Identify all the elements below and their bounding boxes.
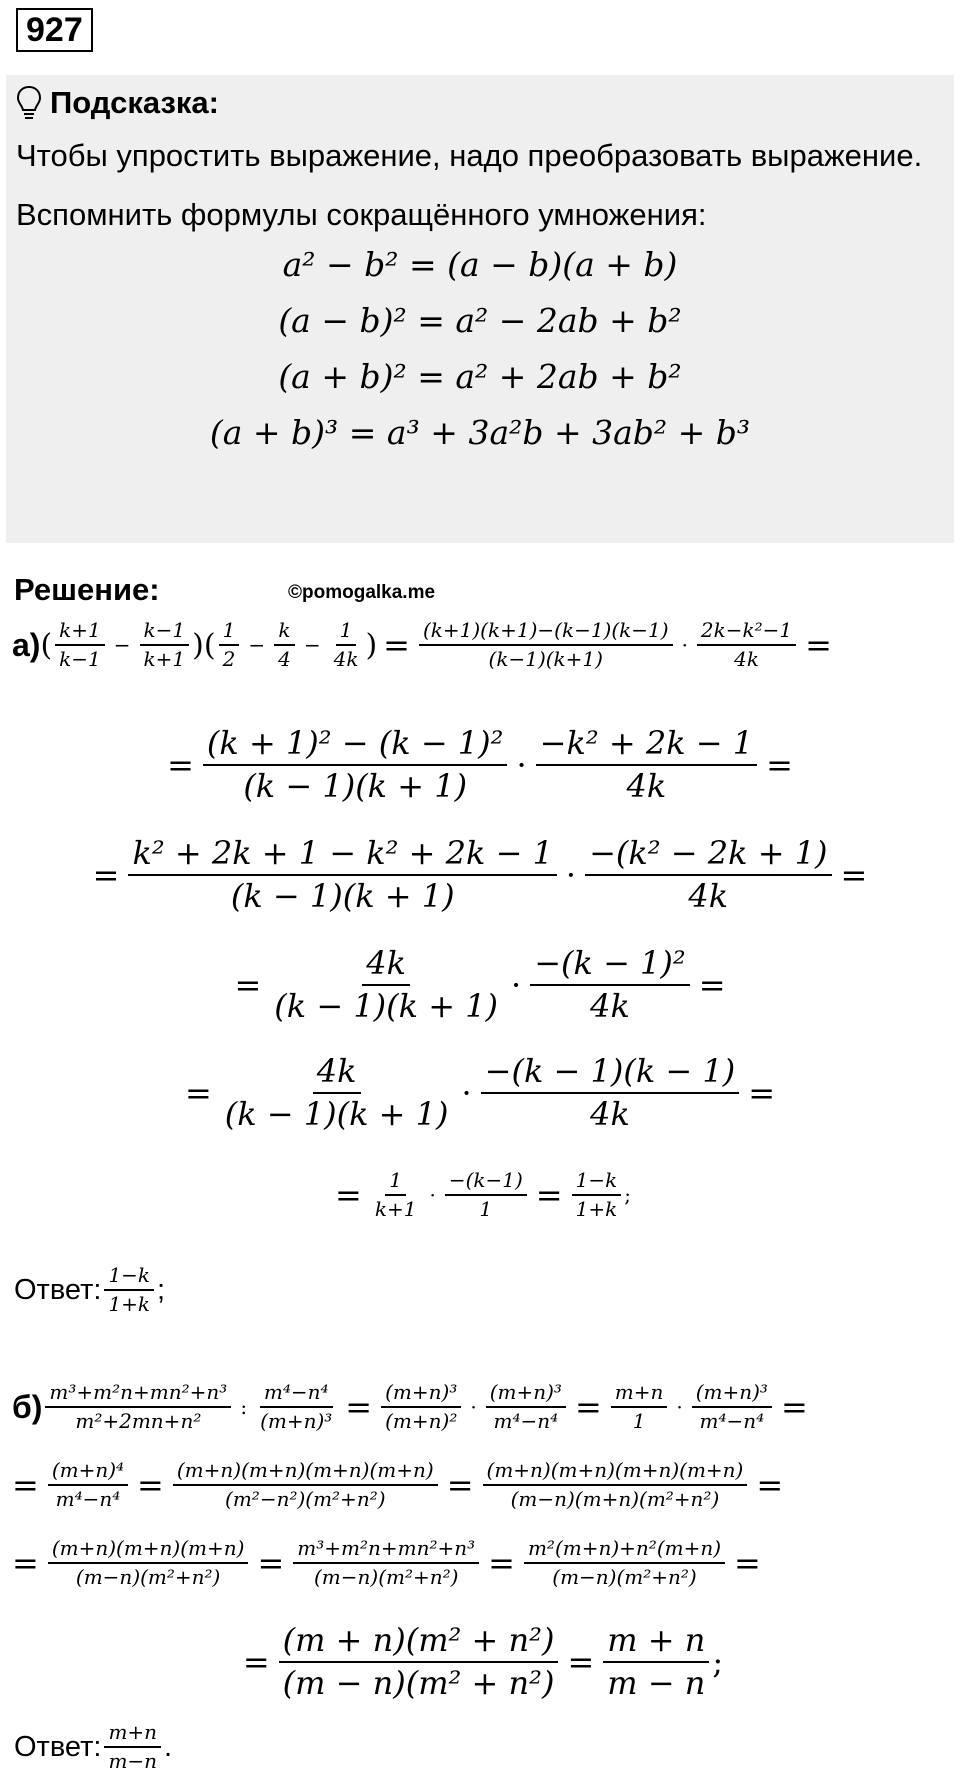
hint-box bbox=[6, 75, 954, 543]
numerator: m+n bbox=[104, 1721, 161, 1748]
hint-text-formulas: Вспомнить формулы сокращённого умножения: bbox=[16, 197, 707, 232]
denominator: m⁴−n⁴ bbox=[699, 1409, 765, 1433]
operator: = bbox=[345, 1388, 373, 1426]
hint-text: Чтобы упростить выражение, надо преобразовать выражение. bbox=[16, 138, 923, 173]
numerator: −(k − 1)(k − 1) bbox=[481, 1053, 740, 1094]
formula-diff-squares: a² − b² = (a − b)(a + b) bbox=[282, 245, 678, 284]
numerator: 1 bbox=[219, 619, 240, 646]
operator: = bbox=[748, 1074, 776, 1112]
operator: = bbox=[756, 1466, 784, 1504]
numerator: (m+n)³ bbox=[381, 1381, 461, 1408]
answer-label: Ответ: bbox=[14, 1730, 102, 1763]
denominator: m⁴−n⁴ bbox=[493, 1409, 559, 1433]
numerator: (m+n)³ bbox=[486, 1381, 566, 1408]
operator: · bbox=[461, 1074, 472, 1112]
problem-number: 927 bbox=[16, 8, 93, 52]
part-a-answer: Ответ: $\frac{1-k}{1+k}$ ; bbox=[14, 1263, 166, 1316]
operator: = bbox=[335, 1176, 362, 1214]
part-a-line-6: = $\frac{1}{k+1}$ · $\frac{-(k-1)}{1}$ = $\frac{1-k}{1+k}$ ; bbox=[335, 1168, 631, 1221]
denominator: 4k bbox=[688, 877, 729, 915]
denominator: (k−1)(k+1) bbox=[488, 647, 603, 671]
watermark: ©pomogalka.me bbox=[288, 582, 436, 603]
denominator: (k − 1)(k + 1) bbox=[243, 767, 468, 805]
numerator: 4k bbox=[313, 1053, 361, 1094]
numerator: k bbox=[274, 619, 294, 646]
denominator: (m²−n²)(m²+n²) bbox=[225, 1487, 386, 1511]
hint-title: Подсказка: bbox=[50, 85, 219, 120]
operator: · bbox=[516, 746, 527, 784]
fraction bbox=[48, 1537, 249, 1589]
numerator: m²(m+n)+n²(m+n) bbox=[524, 1537, 725, 1564]
fraction bbox=[48, 1459, 128, 1511]
denominator: m⁴−n⁴ bbox=[55, 1487, 121, 1511]
fraction bbox=[270, 945, 502, 1025]
fraction bbox=[279, 1622, 559, 1702]
denominator: (m+n)³ bbox=[260, 1409, 333, 1433]
denominator: k+1 bbox=[143, 647, 186, 671]
denominator: (k − 1)(k + 1) bbox=[230, 877, 455, 915]
answer-label: Ответ: bbox=[14, 1273, 102, 1306]
fraction bbox=[419, 619, 673, 671]
numerator: −(k − 1)² bbox=[530, 945, 690, 986]
operator: = bbox=[12, 1466, 39, 1504]
fraction bbox=[55, 619, 105, 671]
operator: = bbox=[167, 746, 194, 784]
parenthesis: ) bbox=[192, 627, 204, 663]
operator: : bbox=[240, 1395, 248, 1419]
numerator: k² + 2k + 1 − k² + 2k − 1 bbox=[128, 835, 556, 876]
answer-fraction bbox=[104, 1264, 154, 1316]
operator: = bbox=[383, 626, 410, 664]
numerator: (m + n)(m² + n²) bbox=[279, 1622, 559, 1663]
denominator: 1 bbox=[479, 1197, 493, 1221]
operator: = bbox=[234, 966, 262, 1004]
fraction bbox=[486, 1381, 566, 1433]
fraction bbox=[381, 1381, 461, 1433]
part-a-line-3 bbox=[0, 825, 960, 925]
fraction bbox=[128, 835, 556, 915]
fraction bbox=[219, 619, 240, 671]
operator: = bbox=[698, 966, 726, 1004]
numerator: −k² + 2k − 1 bbox=[536, 725, 757, 766]
operator: − bbox=[303, 633, 321, 657]
numerator: (m+n)(m+n)(m+n) bbox=[48, 1537, 249, 1564]
part-a-line-4 bbox=[0, 935, 960, 1035]
denominator: 4k bbox=[626, 767, 667, 805]
denominator: 4k bbox=[590, 987, 630, 1025]
denominator: (m−n)(m+n)(m²+n²) bbox=[510, 1487, 720, 1511]
numerator: (k+1)(k+1)−(k−1)(k−1) bbox=[419, 619, 673, 646]
denominator: 1+k bbox=[575, 1197, 618, 1221]
denominator: (m−n)(m²+n²) bbox=[75, 1565, 221, 1589]
numerator: −(k² − 2k + 1) bbox=[585, 835, 831, 876]
operator: · bbox=[681, 633, 688, 657]
numerator: 1 bbox=[336, 619, 357, 646]
denominator: 1 bbox=[632, 1409, 646, 1433]
fraction bbox=[173, 1459, 438, 1511]
denominator: m²+2mn+n² bbox=[75, 1409, 202, 1433]
fraction bbox=[203, 725, 508, 805]
formula-cube-sum: (a + b)³ = a³ + 3a²b + 3ab² + b³ bbox=[209, 413, 751, 452]
numerator: (m+n)³ bbox=[692, 1381, 772, 1408]
numerator: (m+n)⁴ bbox=[48, 1459, 128, 1486]
numerator: k−1 bbox=[140, 619, 190, 646]
denominator: 4 bbox=[278, 647, 291, 671]
denominator: k−1 bbox=[59, 647, 101, 671]
fraction bbox=[371, 1169, 421, 1221]
operator: · bbox=[470, 1395, 477, 1419]
fraction bbox=[45, 1381, 231, 1433]
denominator: 1+k bbox=[108, 1292, 151, 1316]
fraction bbox=[274, 619, 295, 671]
part-b-label: б) bbox=[12, 1388, 43, 1425]
fraction bbox=[140, 619, 190, 671]
operator: − bbox=[113, 633, 131, 657]
fraction bbox=[603, 1622, 709, 1702]
fraction bbox=[572, 1169, 622, 1221]
operator: = bbox=[734, 1544, 761, 1582]
fraction bbox=[445, 1169, 527, 1221]
lightbulb-icon bbox=[16, 85, 42, 121]
numerator: −(k−1) bbox=[445, 1169, 527, 1196]
operator: = bbox=[567, 1643, 595, 1681]
numerator: 4k bbox=[362, 945, 410, 986]
part-a-line-2 bbox=[0, 715, 960, 815]
denominator: (k − 1)(k + 1) bbox=[224, 1095, 449, 1133]
numerator: 2k−k²−1 bbox=[697, 619, 796, 646]
fraction bbox=[692, 1381, 772, 1433]
denominator: 4k bbox=[734, 647, 759, 671]
operator: = bbox=[780, 1388, 808, 1426]
denominator: m−n bbox=[108, 1749, 158, 1773]
numerator: m+n bbox=[611, 1381, 668, 1408]
answer-fraction bbox=[104, 1721, 161, 1773]
fraction bbox=[330, 619, 363, 671]
operator: · bbox=[511, 966, 522, 1004]
denominator: m − n bbox=[607, 1664, 706, 1702]
operator: = bbox=[242, 1643, 270, 1681]
denominator: 4k bbox=[590, 1095, 630, 1133]
formula-square-sum: (a + b)² = a² + 2ab + b² bbox=[278, 357, 682, 396]
part-a-line-1 bbox=[12, 610, 952, 680]
numerator: 1−k bbox=[572, 1169, 622, 1196]
operator: = bbox=[12, 1544, 39, 1582]
numerator: m⁴−n⁴ bbox=[260, 1381, 333, 1408]
numerator: (m+n)(m+n)(m+n)(m+n) bbox=[483, 1459, 748, 1486]
fraction bbox=[524, 1537, 725, 1589]
fraction bbox=[483, 1459, 748, 1511]
fraction bbox=[611, 1381, 668, 1433]
denominator: (k − 1)(k + 1) bbox=[274, 987, 499, 1025]
denominator: (m+n)² bbox=[385, 1409, 458, 1433]
operator: = bbox=[535, 1176, 563, 1214]
fraction bbox=[585, 835, 831, 915]
parenthesis: ) bbox=[365, 627, 378, 663]
operator: − bbox=[248, 633, 266, 657]
operator: · bbox=[565, 856, 577, 894]
fraction bbox=[256, 1381, 336, 1433]
numerator: m³+m²n+mn²+n³ bbox=[293, 1537, 479, 1564]
operator: · bbox=[676, 1395, 683, 1419]
operator: · bbox=[429, 1183, 436, 1207]
fraction bbox=[697, 619, 796, 671]
operator: = bbox=[840, 856, 868, 894]
denominator: 2 bbox=[222, 647, 236, 671]
operator: = bbox=[488, 1544, 515, 1582]
parenthesis: ( bbox=[40, 627, 53, 663]
numerator: k+1 bbox=[55, 619, 105, 646]
numerator: 1 bbox=[385, 1169, 406, 1196]
operator: = bbox=[92, 856, 120, 894]
denominator: (m − n)(m² + n²) bbox=[282, 1664, 555, 1702]
part-b-answer: Ответ: $\frac{m+n}{m-n}$ . bbox=[14, 1720, 173, 1773]
fraction bbox=[481, 1053, 740, 1133]
denominator: 4k bbox=[333, 647, 359, 671]
numerator: m³+m²n+mn²+n³ bbox=[45, 1381, 231, 1408]
denominator: (m−n)(m²+n²) bbox=[313, 1565, 459, 1589]
operator: = bbox=[137, 1466, 164, 1504]
numerator: 1−k bbox=[104, 1264, 154, 1291]
fraction bbox=[293, 1537, 479, 1589]
numerator: m + n bbox=[603, 1622, 709, 1663]
part-a-label: а) bbox=[12, 626, 41, 663]
denominator: k+1 bbox=[374, 1197, 417, 1221]
fraction bbox=[536, 725, 757, 805]
operator: = bbox=[446, 1466, 474, 1504]
solution-label: Решение: bbox=[14, 572, 160, 607]
numerator: (m+n)(m+n)(m+n)(m+n) bbox=[173, 1459, 438, 1486]
formula-square-diff: (a − b)² = a² − 2ab + b² bbox=[278, 301, 682, 340]
operator: = bbox=[257, 1544, 285, 1582]
part-b-line-2 bbox=[12, 1448, 952, 1522]
fraction bbox=[221, 1053, 453, 1133]
part-b-line-4: = $\frac{\text{(m + n)(m² + n²)}}{\text{(m − n)(m² + n²)}}$ = $\frac{m + n}{m - n}$ ; bbox=[242, 1621, 724, 1702]
operator: = bbox=[574, 1388, 602, 1426]
part-a-line-5 bbox=[0, 1043, 960, 1143]
parenthesis: ( bbox=[203, 627, 216, 663]
operator: = bbox=[184, 1074, 212, 1112]
part-b-line-3 bbox=[12, 1526, 952, 1600]
denominator: (m−n)(m²+n²) bbox=[552, 1565, 697, 1589]
operator: = bbox=[805, 626, 832, 664]
fraction bbox=[530, 945, 690, 1025]
part-b-line-1 bbox=[12, 1370, 952, 1444]
numerator: (k + 1)² − (k − 1)² bbox=[203, 725, 508, 766]
operator: = bbox=[766, 746, 793, 784]
